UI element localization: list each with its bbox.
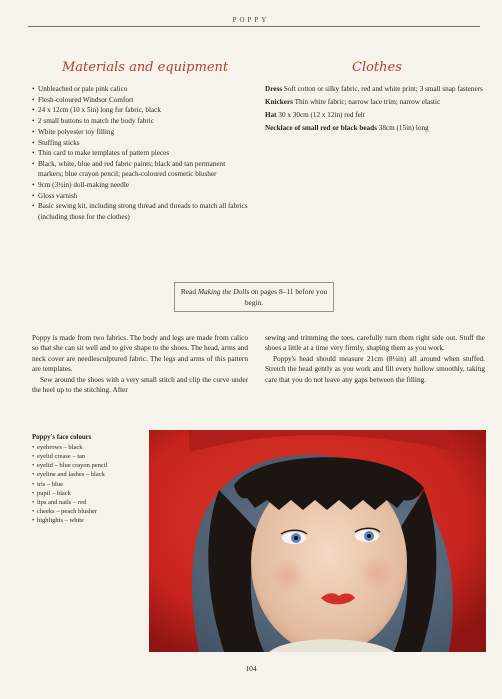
materials-list — [32, 84, 250, 223]
materials-heading: Materials and equipment — [62, 60, 229, 75]
paragraph: Poppy's head should measure 21cm (8¼in) all around when stuffed. Stretch the head gently as you work and fill every hollow smoothly, taking care that you do not leave any gaps between the filling. — [265, 353, 485, 384]
list-item: • 2 small buttons to match the body fabric — [32, 116, 250, 126]
cheek-left — [269, 557, 305, 593]
body-text-right — [265, 333, 485, 385]
clothes-row-hat: Hat 30 x 30cm (12 x 12in) red felt — [265, 110, 365, 119]
paragraph: Sew around the shoes with a very small stitch and clip the curve under the heel up to the stitching. After — [32, 374, 248, 395]
list-item: • lips and nails – red — [32, 498, 144, 507]
list-item: • eyeline and lashes – black — [32, 470, 144, 479]
list-item: • 24 x 12cm (10 x 5in) long fur fabric, black — [32, 105, 250, 115]
list-item: • Basic sewing kit, including strong thread and threads to match all fabrics (including those for the clothes) — [32, 201, 250, 222]
clothes-row-dress: Dress Soft cotton or silky fabric, red and white print; 3 small snap fasteners — [265, 85, 483, 93]
clothes-row-necklace: Necklace of small red or black beads 38cm (15in) long — [265, 123, 429, 132]
list-item: • eyebrows – black — [32, 443, 144, 452]
doll-face-photo — [149, 430, 486, 652]
face-colours-title: Poppy's face colours — [32, 434, 92, 441]
read-instructions-box: Read Making the Dolls on pages 8–11 before you begin. — [174, 282, 334, 312]
face-colours-list — [32, 433, 144, 526]
paragraph: Poppy is made from two fabrics. The body and legs are made from calico so that she can sit well and to give shape to the shoes. The head, arms and neck cover are needlesculptured fabric. The legs and arms of this pattern are templates. — [32, 333, 248, 374]
page-number: 104 — [245, 664, 257, 673]
clothes-heading: Clothes — [352, 60, 402, 75]
list-item: • pupil – black — [32, 489, 144, 498]
list-item: • Thin card to make templates of pattern pieces — [32, 148, 250, 158]
list-item: • Black, white, blue and red fabric paints; black and tan permanent markers; blue crayon pencil; peach-coloured cosmetic blusher — [32, 159, 250, 180]
pupil-right — [367, 534, 371, 538]
list-item: • Gloss varnish — [32, 191, 250, 201]
doll-face-illustration — [149, 430, 486, 652]
list-item: • eyelid crease – tan — [32, 452, 144, 461]
paragraph: sewing and trimming the toes, carefully turn them right side out. Stuff the shoes a little at a time very firmly, shaping them as you work. — [265, 333, 485, 353]
body-text-left — [32, 333, 248, 395]
clothes-row-knickers: Knickers Thin white fabric; narrow lace trim; narrow elastic — [265, 97, 441, 106]
pupil-left — [294, 536, 298, 540]
list-item: • 9cm (3½in) doll-making needle — [32, 180, 250, 190]
cheek-right — [359, 555, 395, 591]
list-item: • cheeks – peach blusher — [32, 507, 144, 516]
list-item: • Stuffing sticks — [32, 138, 250, 148]
clothes-list — [265, 84, 485, 136]
list-item: • Unbleached or pale pink calico — [32, 84, 250, 94]
list-item: • eyelid – blue crayon pencil — [32, 461, 144, 470]
list-item: • highlights – white — [32, 516, 144, 525]
list-item: • Flesh-coloured Windsor Comfort — [32, 95, 250, 105]
list-item: • White polyester toy filling — [32, 127, 250, 137]
header-rule — [28, 26, 480, 27]
running-head: POPPY — [0, 16, 502, 24]
list-item: • iris – blue — [32, 480, 144, 489]
